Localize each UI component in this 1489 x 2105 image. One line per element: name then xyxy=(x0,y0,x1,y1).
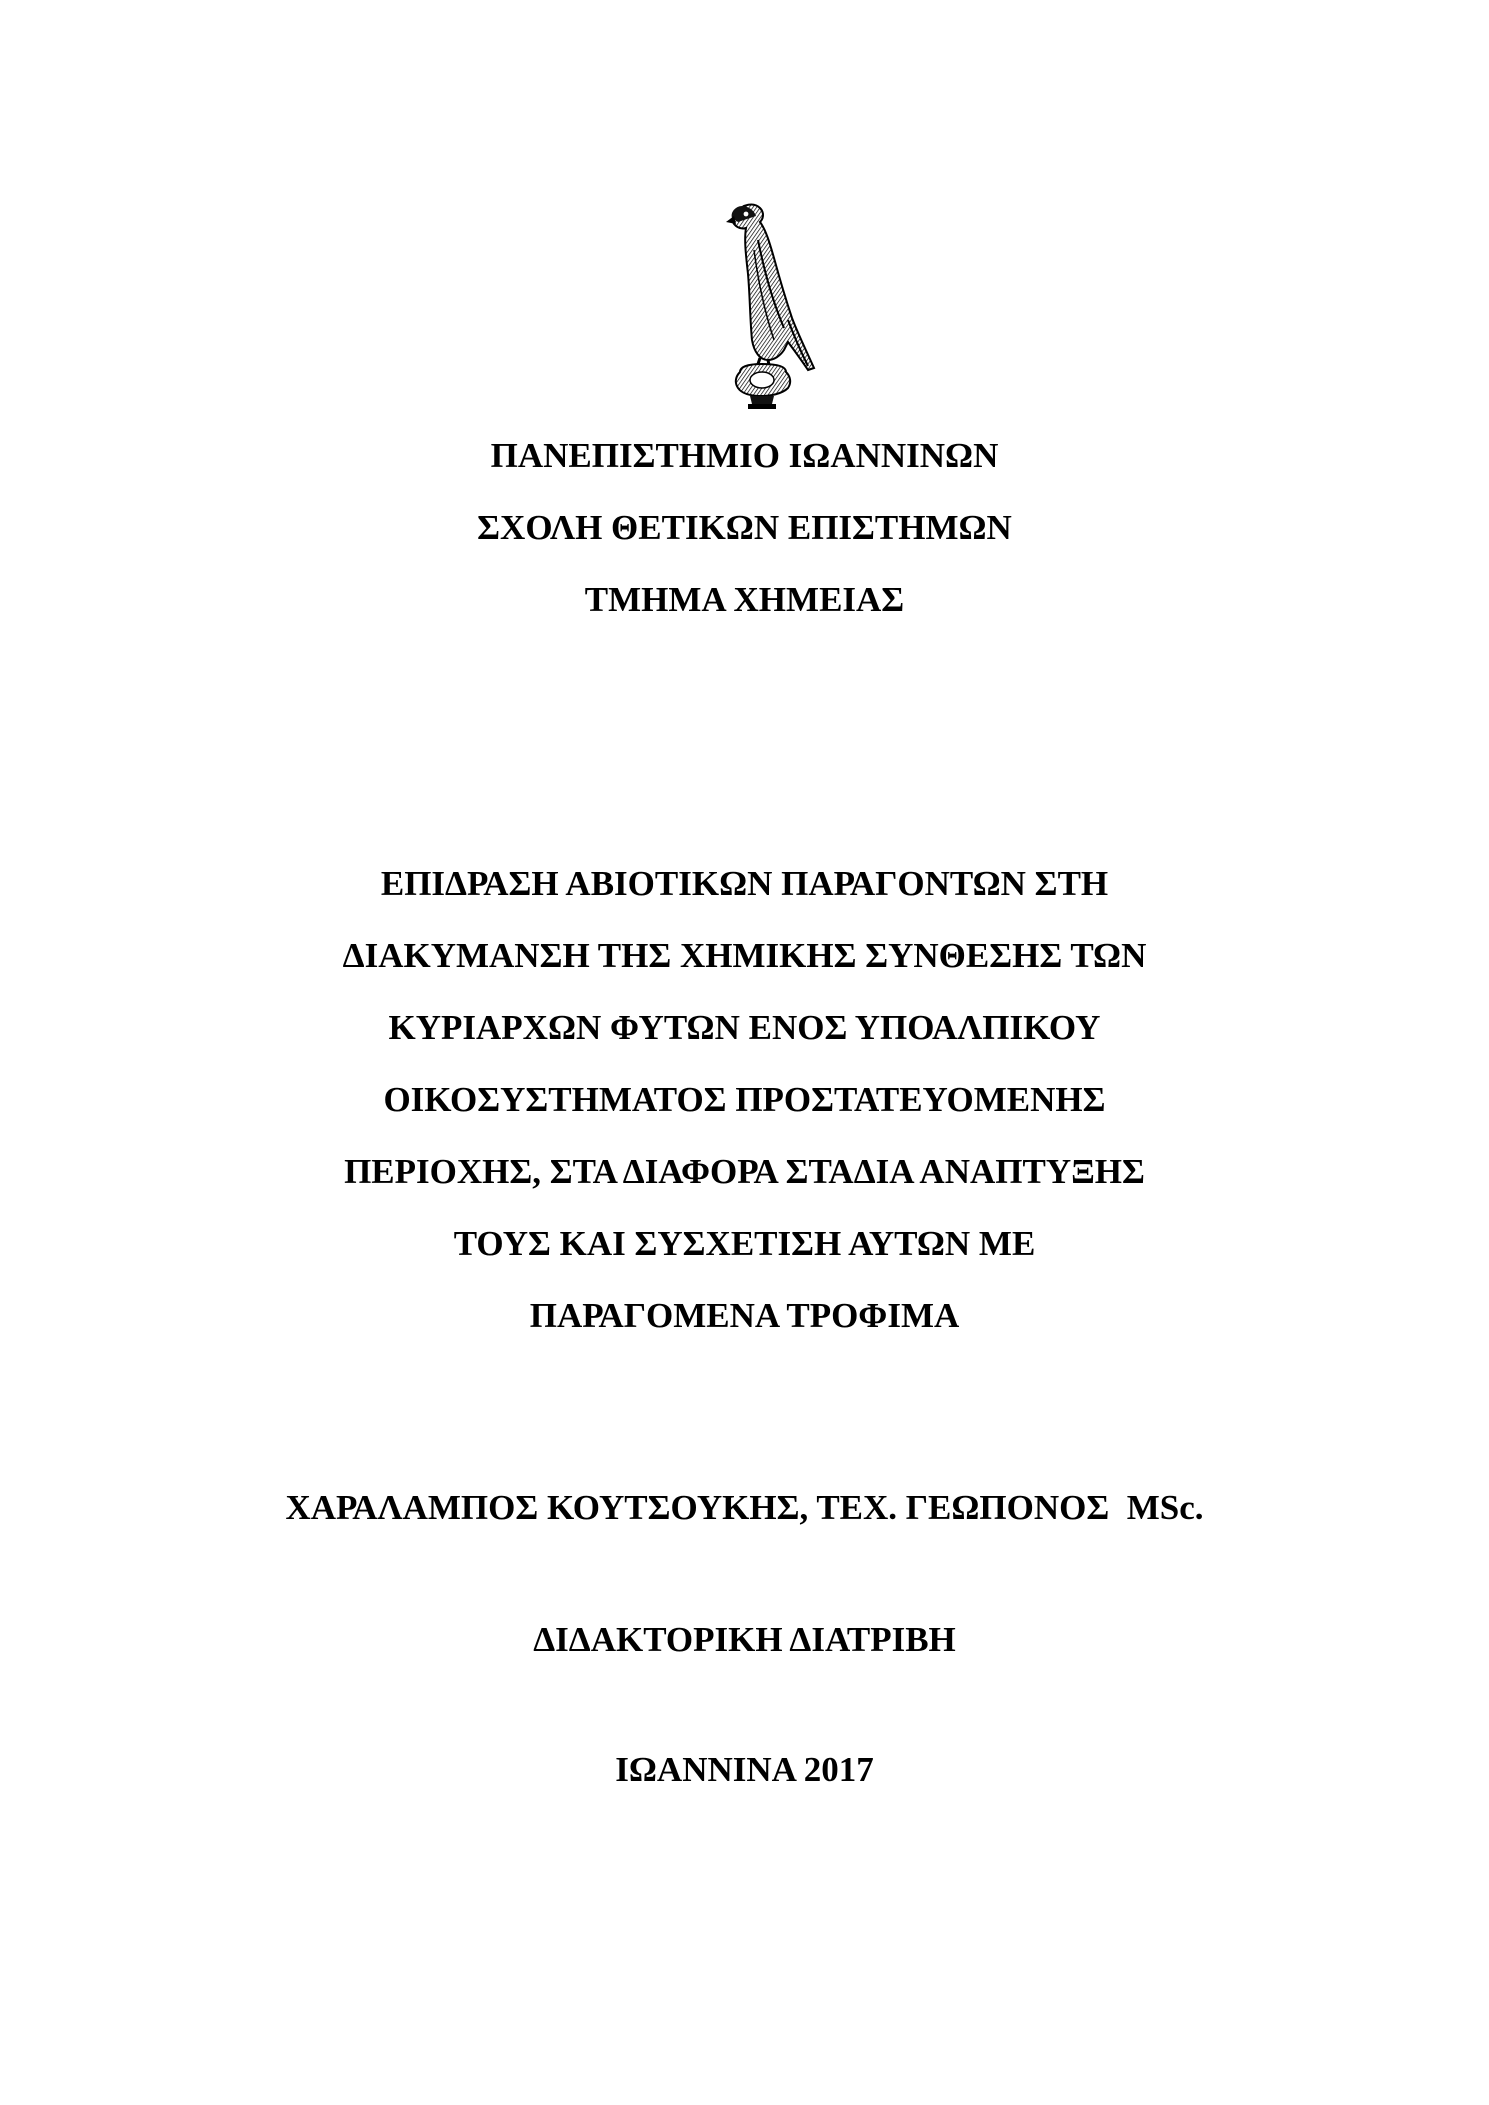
falcon-emblem-icon xyxy=(710,200,820,412)
school-name: ΣΧΟΛΗ ΘΕΤΙΚΩΝ ΕΠΙΣΤΗΜΩΝ xyxy=(477,508,1012,547)
place-year: ΙΩΑΝΝΙΝΑ 2017 xyxy=(615,1750,874,1789)
title-line-7: ΠΑΡΑΓΟΜΕΝΑ ΤΡΟΦΙΜΑ xyxy=(529,1296,960,1335)
title-line-5: ΠΕΡΙΟΧΗΣ, ΣΤΑ ΔΙΑΦΟΡΑ ΣΤΑΔΙΑ ΑΝΑΠΤΥΞΗΣ xyxy=(344,1152,1145,1191)
title-line-4: ΟΙΚΟΣΥΣΤΗΜΑΤΟΣ ΠΡΟΣΤΑΤΕΥΟΜΕΝΗΣ xyxy=(383,1080,1106,1119)
title-line-1: ΕΠΙΔΡΑΣΗ ΑΒΙΟΤΙΚΩΝ ΠΑΡΑΓΟΝΤΩΝ ΣΤΗ xyxy=(380,864,1109,903)
document-type: ΔΙΔΑΚΤΟΡΙΚΗ ΔΙΑΤΡΙΒΗ xyxy=(533,1620,956,1659)
university-name: ΠΑΝΕΠΙΣΤΗΜΙΟ ΙΩΑΝΝΙΝΩΝ xyxy=(490,436,999,475)
department-name: ΤΜΗΜΑ ΧΗΜΕΙΑΣ xyxy=(584,580,905,619)
author-line: ΧΑΡΑΛΑΜΠΟΣ ΚΟΥΤΣΟΥΚΗΣ, ΤΕΧ. ΓΕΩΠΟΝΟΣ MSc. xyxy=(285,1488,1204,1527)
title-line-6: ΤΟΥΣ ΚΑΙ ΣΥΣΧΕΤΙΣΗ ΑΥΤΩΝ ΜΕ xyxy=(453,1224,1036,1263)
title-line-3: ΚΥΡΙΑΡΧΩΝ ΦΥΤΩΝ ΕΝΟΣ ΥΠΟΑΛΠΙΚΟΥ xyxy=(388,1008,1101,1047)
title-line-2: ΔΙΑΚΥΜΑΝΣΗ ΤΗΣ ΧΗΜΙΚΗΣ ΣΥΝΘΕΣΗΣ ΤΩΝ xyxy=(342,936,1147,975)
